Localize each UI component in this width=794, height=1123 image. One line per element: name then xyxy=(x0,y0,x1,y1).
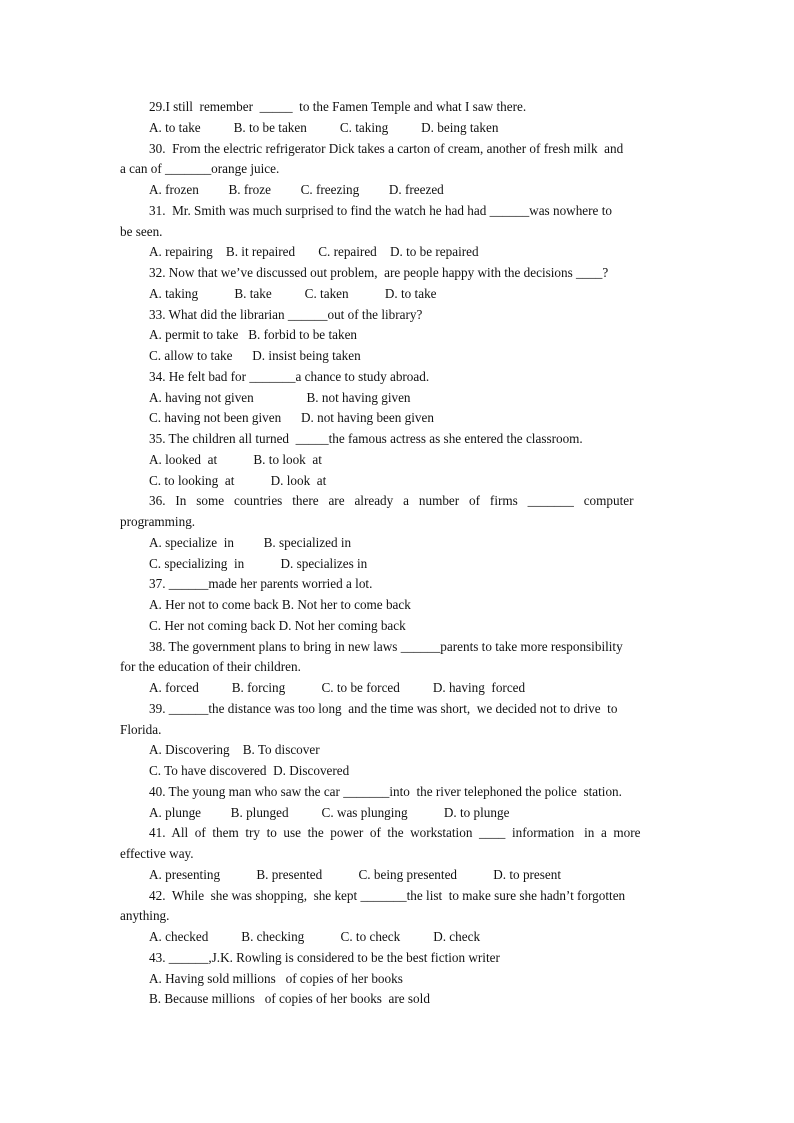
question-43-stem: 43. ______,J.K. Rowling is considered to be the best fiction writer xyxy=(149,949,500,965)
question-33-options-cd: C. allow to take D. insist being taken xyxy=(149,348,361,363)
question-33-options-ab: A. permit to take B. forbid to be taken xyxy=(149,327,358,343)
question-38-options: A. forced B. forcing C. to be forced D. having forced xyxy=(149,680,526,695)
question-31-stem-cont: be seen. xyxy=(120,223,163,239)
question-37-options-ab: A. Her not to come back B. Not her to come back xyxy=(149,597,411,612)
question-39-stem: 39. ______the distance was too long and the time was short, we decided not to drive to xyxy=(149,700,618,716)
question-34-stem: 34. He felt bad for _______a chance to study abroad. xyxy=(149,368,430,384)
question-35-stem: 35. The children all turned _____the famous actress as she entered the classroom. xyxy=(149,431,583,446)
question-42-stem: 42. While she was shopping, she kept _______the list to make sure she hadn’t forgotten xyxy=(149,887,626,903)
question-41-stem: 41. All of them try to use the power of the workstation ____ information in a more xyxy=(149,825,641,841)
question-40-stem: 40. The young man who saw the car _______into the river telephoned the police station. xyxy=(149,783,622,799)
question-37-stem: 37. ______made her parents worried a lot. xyxy=(149,576,373,592)
question-37-options-cd: C. Her not coming back D. Not her coming back xyxy=(149,617,406,633)
question-40-options: A. plunge B. plunged C. was plunging D. to plunge xyxy=(149,804,510,820)
question-36-stem: 36. In some countries there are already a number of firms _______ computer xyxy=(149,493,634,509)
question-35-options-cd: C. to looking at D. look at xyxy=(149,472,327,488)
question-42-stem-cont: anything. xyxy=(120,908,170,924)
question-30-stem: 30. From the electric refrigerator Dick takes a carton of cream, another of fresh milk and xyxy=(149,140,624,156)
question-36-options-cd: C. specializing in D. specializes in xyxy=(149,555,368,571)
question-38-stem-cont: for the education of their children. xyxy=(120,659,301,675)
question-30-options: A. frozen B. froze C. freezing D. freezed xyxy=(149,182,444,197)
question-39-options-ab: A. Discovering B. To discover xyxy=(149,742,320,758)
question-41-options: A. presenting B. presented C. being presented D. to present xyxy=(149,866,562,882)
question-34-options-ab: A. having not given B. not having given xyxy=(149,389,411,405)
question-30-stem-cont: a can of _______orange juice. xyxy=(120,161,280,177)
question-29-stem: 29.I still remember _____ to the Famen Temple and what I saw there. xyxy=(149,99,527,114)
question-39-stem-cont: Florida. xyxy=(120,721,162,737)
question-36-stem-cont: programming. xyxy=(120,514,196,529)
question-list xyxy=(120,97,674,1010)
question-29-options: A. to take B. to be taken C. taking D. being taken xyxy=(149,119,499,135)
question-32-stem: 32. Now that we’ve discussed out problem, are people happy with the decisions ____? xyxy=(149,265,609,280)
question-31-options: A. repairing B. it repaired C. repaired D. to be repaired xyxy=(149,244,479,260)
question-33-stem: 33. What did the librarian ______out of the library? xyxy=(149,306,423,322)
question-38-stem: 38. The government plans to bring in new laws ______parents to take more responsibility xyxy=(149,638,623,654)
question-36-options-ab: A. specialize in B. specialized in xyxy=(149,534,352,550)
question-32-options: A. taking B. take C. taken D. to take xyxy=(149,285,437,301)
question-34-options-cd: C. having not been given D. not having been given xyxy=(149,410,434,426)
question-43-option-a: A. Having sold millions of copies of her books xyxy=(149,970,403,986)
question-35-options-ab: A. looked at B. to look at xyxy=(149,451,322,467)
question-39-options-cd: C. To have discovered D. Discovered xyxy=(149,763,350,778)
question-31-stem: 31. Mr. Smith was much surprised to find the watch he had had ______was nowhere to xyxy=(149,202,612,218)
question-41-stem-cont: effective way. xyxy=(120,846,194,861)
question-42-options: A. checked B. checking C. to check D. check xyxy=(149,929,481,944)
question-43-option-b: B. Because millions of copies of her books are sold xyxy=(149,991,430,1007)
